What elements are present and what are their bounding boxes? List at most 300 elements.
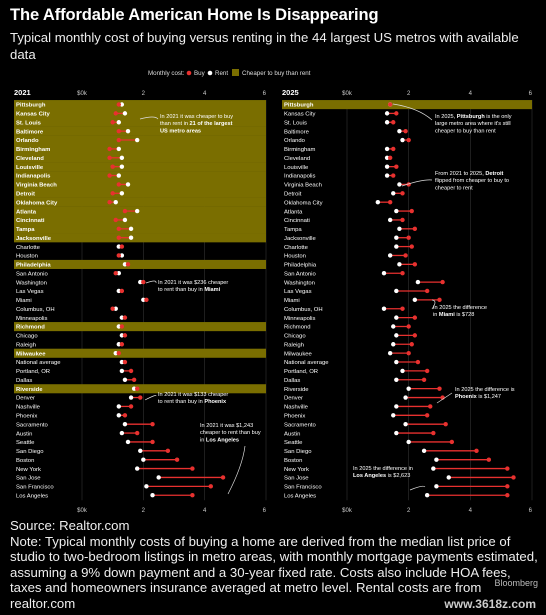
x-tick-label-bottom: $0k xyxy=(77,508,87,514)
annotation-text: In 2021 it was $236 cheaper xyxy=(158,280,229,286)
buy-dot xyxy=(403,129,407,133)
rent-dot xyxy=(126,129,130,133)
rent-dot xyxy=(425,493,429,497)
row-label: Richmond xyxy=(16,324,45,331)
buy-dot xyxy=(413,315,417,319)
annotation-text: In 2021 it was $1,243 xyxy=(200,423,254,429)
source-text: Source: Realtor.com xyxy=(10,518,130,533)
rent-dot xyxy=(141,458,145,462)
annotation-leader xyxy=(228,446,245,494)
rent-dot xyxy=(394,431,398,435)
buy-dot xyxy=(410,209,414,213)
annotation-text: In 2025 the difference xyxy=(433,305,488,311)
row-label: Portland, OR xyxy=(284,369,319,376)
rent-dot xyxy=(382,307,386,311)
buy-dot xyxy=(437,298,441,302)
rent-dot xyxy=(385,120,389,124)
rent-dot xyxy=(144,484,148,488)
row-label: Riverside xyxy=(284,386,309,393)
buy-dot xyxy=(110,191,114,195)
buy-dot xyxy=(120,342,124,346)
buy-dot xyxy=(135,431,139,435)
buy-dot xyxy=(406,236,410,240)
annotation-text: Phoenix is $1,247 xyxy=(455,394,502,401)
annotation-text: In 2025 the difference in xyxy=(353,466,413,472)
row-label: Cincinnati xyxy=(16,218,45,225)
buy-dot xyxy=(117,227,121,231)
rent-dot xyxy=(123,422,127,426)
row-label: Seattle xyxy=(284,440,303,447)
bloomberg-logo: Bloomberg xyxy=(494,578,538,588)
buy-dot xyxy=(114,218,118,222)
row-label: Cleveland xyxy=(284,155,311,162)
row-label: Richmond xyxy=(284,324,311,331)
row-label: Nashville xyxy=(284,404,308,411)
buy-dot xyxy=(175,458,179,462)
row-label: Jacksonville xyxy=(284,235,316,242)
buy-dot xyxy=(487,458,491,462)
row-label: Columbus, OH xyxy=(284,306,323,313)
x-tick-label-bottom: 2 xyxy=(406,508,411,514)
annotation-text: flipped from cheaper to buy to xyxy=(435,178,510,185)
row-label: Portland, OR xyxy=(16,369,51,376)
row-label: Chicago xyxy=(284,333,306,340)
buy-dot xyxy=(110,120,114,124)
annotation-leader xyxy=(402,180,432,186)
row-label: Orlando xyxy=(16,138,39,145)
buy-dot xyxy=(474,449,478,453)
rent-dot xyxy=(123,111,127,115)
row-label: Minneapolis xyxy=(16,315,48,322)
row-label: Miami xyxy=(284,298,300,305)
buy-dot xyxy=(117,138,121,142)
buy-dot xyxy=(391,120,395,124)
rent-dot xyxy=(391,413,395,417)
rent-dot xyxy=(129,395,133,399)
rent-dot xyxy=(376,200,380,204)
highlight-band xyxy=(14,136,266,145)
annotation-leader xyxy=(410,486,425,490)
rent-dot xyxy=(117,147,121,151)
row-label: Sacramento xyxy=(16,422,48,429)
row-label: Cleveland xyxy=(16,155,44,162)
annotation-text: in Los Angeles xyxy=(200,437,239,444)
row-label: Dallas xyxy=(16,377,33,384)
rent-dot xyxy=(388,218,392,222)
highlight-band xyxy=(14,162,266,171)
row-label: Los Angeles xyxy=(284,493,317,500)
rent-dot xyxy=(394,209,398,213)
row-label: Charlotte xyxy=(16,244,40,251)
row-label: Detroit xyxy=(16,191,35,198)
rent-dot xyxy=(394,236,398,240)
panel-title: 2021 xyxy=(14,88,31,97)
row-label: Minneapolis xyxy=(284,315,316,322)
highlight-band xyxy=(14,127,266,136)
buy-dot xyxy=(406,324,410,328)
buy-dot xyxy=(400,218,404,222)
row-label: Detroit xyxy=(284,191,302,198)
buy-dot xyxy=(123,315,127,319)
buy-dot xyxy=(141,280,145,284)
highlight-band xyxy=(14,216,266,225)
legend-cheaper-label: Cheaper to buy than rent xyxy=(242,70,311,77)
rent-dot xyxy=(385,173,389,177)
buy-dot xyxy=(107,156,111,160)
buy-dot xyxy=(505,484,509,488)
legend-rent-dot xyxy=(208,71,213,76)
buy-dot xyxy=(422,378,426,382)
buy-dot xyxy=(126,262,130,266)
rent-dot xyxy=(391,342,395,346)
buy-dot xyxy=(107,147,111,151)
buy-dot xyxy=(117,182,121,186)
row-label: Virginia Beach xyxy=(16,182,57,189)
row-label: San Francisco xyxy=(16,484,54,491)
row-label: San Antonio xyxy=(284,271,316,278)
row-label: Raleigh xyxy=(284,342,304,349)
row-label: Houston xyxy=(16,253,38,260)
highlight-band xyxy=(14,322,266,331)
buy-dot xyxy=(117,102,121,106)
annotation-text: US metro areas xyxy=(160,128,202,135)
row-label: Virginia Beach xyxy=(284,182,322,189)
buy-dot xyxy=(110,164,114,168)
highlight-band xyxy=(14,260,266,269)
rent-dot xyxy=(431,466,435,470)
buy-dot xyxy=(129,369,133,373)
rent-dot xyxy=(120,164,124,168)
row-label: Tampa xyxy=(284,227,302,234)
legend-buy-label: Buy xyxy=(194,70,205,77)
buy-dot xyxy=(416,360,420,364)
row-label: Birmingham xyxy=(16,147,51,154)
rent-dot xyxy=(422,449,426,453)
buy-dot xyxy=(406,351,410,355)
rent-dot xyxy=(123,378,127,382)
row-label: Oklahoma City xyxy=(16,200,58,207)
row-label: Baltimore xyxy=(16,129,44,136)
x-tick-label-bottom: 6 xyxy=(262,508,266,514)
rent-dot xyxy=(135,138,139,142)
annotation-text: in Miami is $728 xyxy=(433,312,475,319)
rent-dot xyxy=(394,289,398,293)
buy-dot xyxy=(410,342,414,346)
buy-dot xyxy=(144,298,148,302)
buy-dot xyxy=(428,404,432,408)
note-text: Note: Typical monthly costs of buying a home are derived from the median list price of studio to two-bedroom listings in metro areas, with monthly mortgage payments estimated, assuming a 9% down payment and a 30-year fixed rate. Costs also include HOA fees, taxes and homeowners insurance averaged at metro level. Rental costs are from realtor.com xyxy=(10,533,538,611)
rent-dot xyxy=(114,200,118,204)
rent-dot xyxy=(434,484,438,488)
x-tick-label-top: $0k xyxy=(77,91,87,97)
buy-dot xyxy=(391,147,395,151)
buy-dot xyxy=(114,111,118,115)
buy-dot xyxy=(505,493,509,497)
rent-dot xyxy=(394,244,398,248)
rent-dot xyxy=(120,369,124,373)
annotation-text: In 2021 it was $133 cheaper xyxy=(158,392,229,398)
row-label: Austin xyxy=(16,431,33,438)
rent-dot xyxy=(400,138,404,142)
rent-dot xyxy=(117,173,121,177)
row-label: Washington xyxy=(284,280,315,287)
legend-rent-label: Rent xyxy=(215,70,229,77)
row-label: Nashville xyxy=(16,404,40,411)
row-label: Raleigh xyxy=(16,342,36,349)
row-label: Indianapolis xyxy=(284,173,316,180)
x-tick-label-bottom: 4 xyxy=(202,508,207,514)
rent-dot xyxy=(391,324,395,328)
buy-dot xyxy=(120,289,124,293)
rent-dot xyxy=(385,164,389,168)
annotation-text: In 2021 it was cheaper to buy xyxy=(160,114,234,120)
rent-dot xyxy=(394,360,398,364)
x-tick-label-bottom: 2 xyxy=(141,508,146,514)
rent-dot xyxy=(416,280,420,284)
buy-dot xyxy=(410,244,414,248)
buy-dot xyxy=(394,164,398,168)
buy-dot xyxy=(388,102,392,106)
buy-dot xyxy=(431,431,435,435)
rent-dot xyxy=(129,236,133,240)
buy-dot xyxy=(450,440,454,444)
row-label: Washington xyxy=(16,280,47,287)
legend-cheaper-swatch xyxy=(232,69,239,76)
rent-dot xyxy=(123,218,127,222)
row-label: San Jose xyxy=(16,475,41,482)
row-label: Louisville xyxy=(284,164,309,171)
annotation-text: cheaper to rent xyxy=(435,185,473,192)
row-label: Denver xyxy=(16,395,35,402)
rent-dot xyxy=(385,111,389,115)
rent-dot xyxy=(385,147,389,151)
highlight-band xyxy=(14,349,266,358)
buy-dot xyxy=(388,200,392,204)
rent-dot xyxy=(388,253,392,257)
row-label: Oklahoma City xyxy=(284,200,323,207)
rent-dot xyxy=(394,404,398,408)
rent-dot xyxy=(120,191,124,195)
row-label: Riverside xyxy=(16,386,43,393)
highlight-band xyxy=(14,153,266,162)
buy-dot xyxy=(150,440,154,444)
row-label: Atlanta xyxy=(284,209,303,216)
x-tick-label-top: 6 xyxy=(528,91,532,97)
buy-dot xyxy=(135,386,139,390)
rent-dot xyxy=(135,209,139,213)
rent-dot xyxy=(117,413,121,417)
buy-dot xyxy=(425,413,429,417)
buy-dot xyxy=(190,466,194,470)
rent-dot xyxy=(394,333,398,337)
buy-dot xyxy=(107,200,111,204)
buy-dot xyxy=(406,138,410,142)
row-label: Columbus, OH xyxy=(16,306,55,313)
buy-dot xyxy=(166,449,170,453)
legend-buy-dot xyxy=(187,71,192,76)
row-label: Austin xyxy=(284,431,301,438)
buy-dot xyxy=(120,244,124,248)
rent-dot xyxy=(394,378,398,382)
buy-dot xyxy=(413,262,417,266)
rent-dot xyxy=(397,227,401,231)
buy-dot xyxy=(132,378,136,382)
x-tick-label-bottom: 6 xyxy=(528,508,532,514)
rent-dot xyxy=(391,191,395,195)
row-label: Los Angeles xyxy=(16,493,49,500)
x-tick-label-top: $0k xyxy=(342,91,352,97)
x-tick-label-top: 4 xyxy=(468,91,473,97)
row-label: Cincinnati xyxy=(284,218,310,225)
rent-dot xyxy=(156,475,160,479)
buy-dot xyxy=(107,173,111,177)
rent-dot xyxy=(135,466,139,470)
rent-dot xyxy=(382,271,386,275)
rent-dot xyxy=(129,227,133,231)
buy-dot xyxy=(117,351,121,355)
annotation-text: Los Angeles is $2,623 xyxy=(353,473,411,480)
chart-subtitle: Typical monthly cost of buying versus renting in the 44 largest US metros with available data xyxy=(10,30,519,62)
row-label: Boston xyxy=(284,457,303,464)
buy-dot xyxy=(505,466,509,470)
watermark: www.3618z.com xyxy=(444,597,536,611)
buy-dot xyxy=(221,475,225,479)
annotation-text: to rent than buy in Miami xyxy=(158,287,221,294)
chart-title: The Affordable American Home Is Disappearing xyxy=(10,6,379,24)
row-label: San Francisco xyxy=(284,484,322,491)
rent-dot xyxy=(126,440,130,444)
buy-dot xyxy=(138,395,142,399)
buy-dot xyxy=(425,289,429,293)
buy-dot xyxy=(117,253,121,257)
row-label: San Jose xyxy=(284,475,309,482)
buy-dot xyxy=(391,173,395,177)
row-label: Dallas xyxy=(284,377,301,384)
row-label: St. Louis xyxy=(16,120,41,127)
annotation-text: cheaper to rent than buy xyxy=(200,430,261,437)
row-label: Las Vegas xyxy=(284,289,312,296)
row-label: Pittsburgh xyxy=(16,102,46,109)
rent-dot xyxy=(397,182,401,186)
row-label: San Diego xyxy=(16,449,44,456)
row-label: Sacramento xyxy=(284,422,316,429)
x-tick-label-top: 4 xyxy=(202,91,207,97)
rent-dot xyxy=(394,315,398,319)
row-label: Phoenix xyxy=(284,413,306,420)
row-label: Las Vegas xyxy=(16,289,44,296)
row-label: Pittsburgh xyxy=(284,102,314,109)
x-tick-label-top: 2 xyxy=(406,91,411,97)
x-tick-label-top: 6 xyxy=(262,91,266,97)
highlight-band xyxy=(14,144,266,153)
rent-dot xyxy=(413,298,417,302)
annotation-text: In 2025, Pittsburgh is the only xyxy=(435,114,512,120)
annotation-text: than rent in 21 of the largest xyxy=(160,121,233,128)
rent-dot xyxy=(397,262,401,266)
buy-dot xyxy=(388,156,392,160)
highlight-band xyxy=(14,233,266,242)
buy-dot xyxy=(114,271,118,275)
rent-dot xyxy=(406,386,410,390)
annotation-text: cheaper to buy than rent xyxy=(435,128,496,135)
buy-dot xyxy=(110,307,114,311)
rent-dot xyxy=(447,475,451,479)
rent-dot xyxy=(397,129,401,133)
highlight-band xyxy=(14,171,266,180)
row-label: Houston xyxy=(284,253,306,260)
row-label: Philadelphia xyxy=(284,262,317,269)
buy-dot xyxy=(120,324,124,328)
row-label: Tampa xyxy=(16,227,35,234)
rent-dot xyxy=(120,156,124,160)
row-label: Kansas City xyxy=(16,111,50,118)
rent-dot xyxy=(117,120,121,124)
row-label: Jacksonville xyxy=(16,235,52,242)
rent-dot xyxy=(138,449,142,453)
row-label: Atlanta xyxy=(16,209,36,216)
row-label: Phoenix xyxy=(16,413,38,420)
row-label: Seattle xyxy=(16,440,35,447)
buy-dot xyxy=(123,209,127,213)
buy-dot xyxy=(150,422,154,426)
buy-dot xyxy=(117,236,121,240)
annotation-text: to rent than buy in Phoenix xyxy=(158,399,227,406)
buy-dot xyxy=(425,369,429,373)
x-tick-label-top: 2 xyxy=(141,91,146,97)
row-label: Philadelphia xyxy=(16,262,51,269)
buy-dot xyxy=(440,280,444,284)
buy-dot xyxy=(400,271,404,275)
annotation-leader xyxy=(146,281,156,283)
rent-dot xyxy=(150,493,154,497)
row-label: Birmingham xyxy=(284,147,316,154)
highlight-band xyxy=(14,189,266,198)
row-label: Milwaukee xyxy=(284,351,312,358)
highlight-band xyxy=(14,100,266,109)
row-label: Boston xyxy=(16,457,35,464)
buy-dot xyxy=(209,484,213,488)
rent-dot xyxy=(126,182,130,186)
buy-dot xyxy=(394,111,398,115)
row-label: Denver xyxy=(284,395,303,402)
annotation-text: large metro area where it's still xyxy=(435,121,511,128)
row-label: National average xyxy=(16,360,61,367)
annotation-text: From 2021 to 2025, Detroit xyxy=(435,171,504,177)
annotation-text: In 2025 the difference is xyxy=(455,387,515,393)
buy-dot xyxy=(443,422,447,426)
buy-dot xyxy=(400,191,404,195)
legend-label: Monthly cost: xyxy=(148,70,185,77)
x-tick-label-bottom: $0k xyxy=(342,508,352,514)
panel-title: 2025 xyxy=(282,88,299,97)
buy-dot xyxy=(403,253,407,257)
row-label: Kansas City xyxy=(284,111,316,118)
rent-dot xyxy=(117,404,121,408)
row-label: Miami xyxy=(16,298,32,305)
annotation-leader xyxy=(145,396,156,401)
row-label: Orlando xyxy=(284,138,305,145)
rent-dot xyxy=(400,369,404,373)
row-label: San Antonio xyxy=(16,271,48,278)
highlight-band xyxy=(14,207,266,216)
rent-dot xyxy=(403,422,407,426)
row-label: Indianapolis xyxy=(16,173,51,180)
buy-dot xyxy=(129,404,133,408)
buy-dot xyxy=(123,333,127,337)
buy-dot xyxy=(190,493,194,497)
x-tick-label-bottom: 4 xyxy=(468,508,473,514)
row-label: Charlotte xyxy=(284,244,308,251)
